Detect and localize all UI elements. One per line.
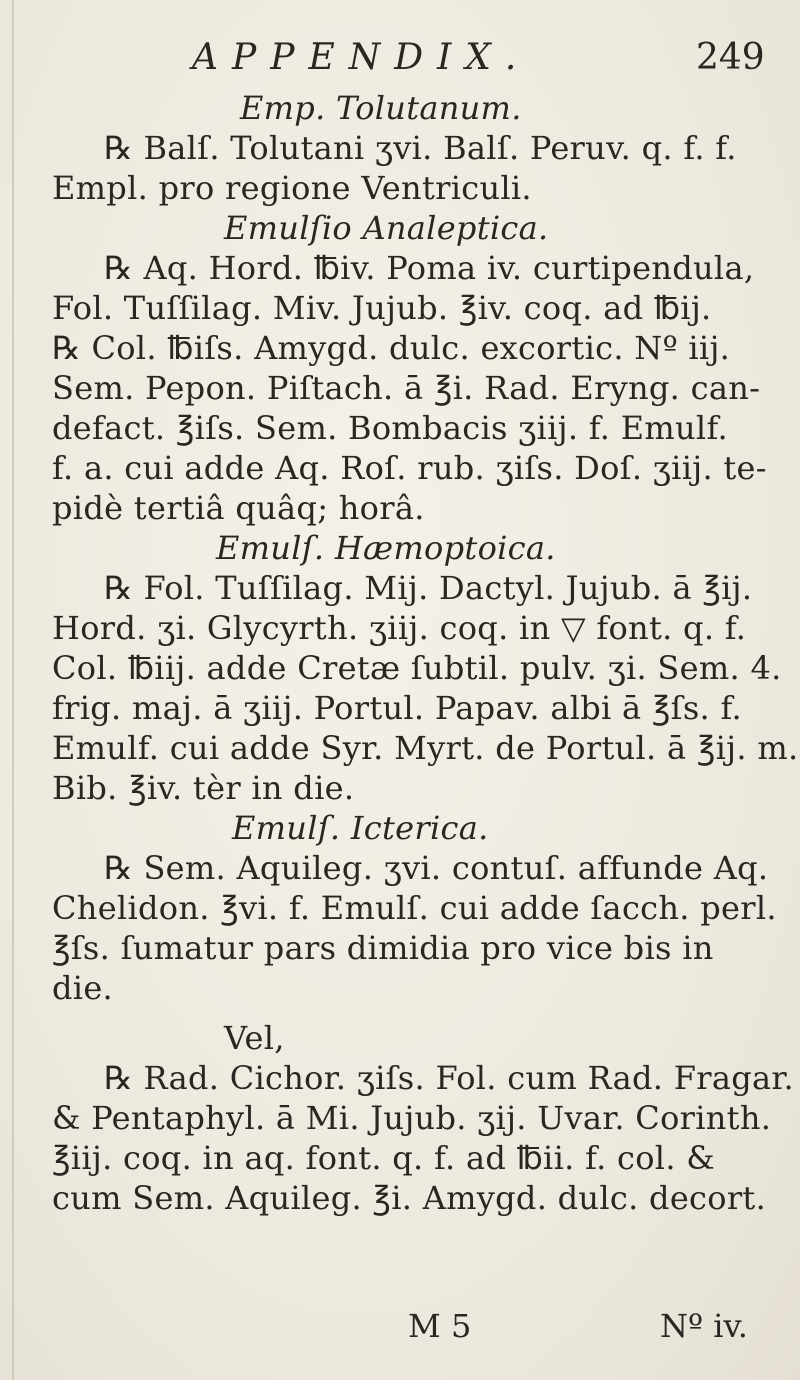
text-line: Sem. Pepon. Piſtach. ā ℥i. Rad. Eryng. can- [52, 369, 761, 407]
section-heading: Emulſ. Hæmoptoica. [216, 529, 556, 567]
text-line: ℥iij. coq. in aq. font. q. f. ad ℔ii. f. col. & [52, 1139, 716, 1177]
text-line: pidè tertiâ quâq; horâ. [52, 489, 425, 527]
text-line: ℞ Sem. Aquileg. ʒvi. contuſ. affunde Aq. [104, 849, 769, 887]
running-head-title: APPENDIX. [192, 37, 531, 78]
text-line: Fol. Tuſſilag. Miv. Jujub. ℥iv. coq. ad ℔ij. [52, 289, 712, 327]
text-line: Empl. pro regione Ventriculi. [52, 169, 532, 207]
page-number: 249 [696, 37, 765, 78]
text-line: cum Sem. Aquileg. ℥i. Amygd. dulc. decort. [52, 1179, 767, 1217]
text-line: & Pentaphyl. ā Mi. Jujub. ʒij. Uvar. Corinth. [52, 1099, 772, 1137]
text-line: Bib. ℥iv. tèr in die. [52, 769, 355, 807]
text-line: f. a. cui adde Aq. Roſ. rub. ʒiſs. Doſ. ʒiij. te- [52, 449, 767, 487]
text-line: frig. maj. ā ʒiij. Portul. Papav. albi ā ℥ſs. f. [52, 689, 742, 727]
text-line: defact. ℥iſs. Sem. Bombacis ʒiij. f. Emulf. [52, 409, 728, 447]
text-line: Chelidon. ℥vi. f. Emulſ. cui adde ſacch. perl. [52, 889, 777, 927]
text-line: Vel, [224, 1019, 285, 1057]
text-line: Hord. ʒi. Glycyrth. ʒiij. coq. in ▽ font. q. f. [52, 609, 747, 647]
text-line: ℞ Fol. Tuſſilag. Mij. Dactyl. Jujub. ā ℥ij. [104, 569, 753, 607]
section-heading: Emulſ. Icterica. [232, 809, 489, 847]
text-line: Col. ℔iij. adde Cretæ ſubtil. pulv. ʒi. Sem. 4. [52, 649, 782, 687]
text-line: ℞ Aq. Hord. ℔iv. Poma iv. curtipendula, [104, 249, 755, 287]
page-edge-shadow [12, 0, 14, 1380]
signature-mark: M 5 [408, 1307, 472, 1345]
section-heading: Emulſio Analeptica. [224, 209, 549, 247]
text-line: Emulf. cui adde Syr. Myrt. de Portul. ā ℥ij. m. [52, 729, 799, 767]
text-line: ℞ Rad. Cichor. ʒiſs. Fol. cum Rad. Fragar. [104, 1059, 794, 1097]
text-line: ℥ſs. ſumatur pars dimidia pro vice bis in [52, 929, 714, 967]
text-line: ℞ Col. ℔iſs. Amygd. dulc. excortic. Nº iij. [52, 329, 731, 367]
catchword-number: Nº iv. [660, 1307, 748, 1345]
text-line: ℞ Balſ. Tolutani ʒvi. Balſ. Peruv. q. f. f. [104, 129, 737, 167]
text-line: die. [52, 969, 114, 1007]
section-heading: Emp. Tolutanum. [240, 89, 522, 127]
